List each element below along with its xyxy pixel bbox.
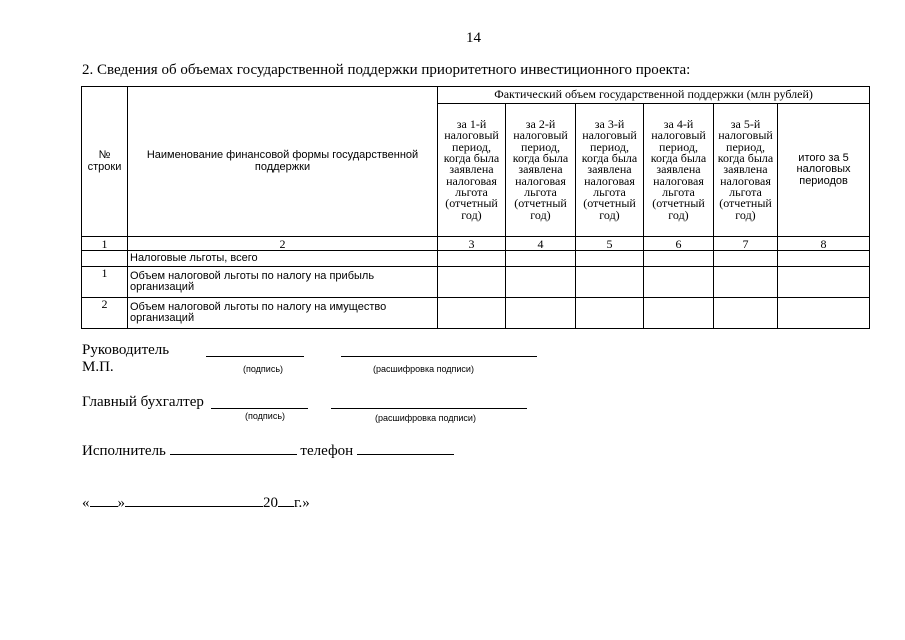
page-number: 14 [466,30,481,46]
value-cell [714,267,778,298]
header-row-number: № строки [82,87,128,237]
header-actual-volume: Фактический объем государственной поддержки (млн рублей) [438,87,870,104]
value-cell [576,298,644,329]
header-period-5: за 5-й налоговый период, когда была заявлена налоговая льгота (отчетный год) [714,104,778,237]
column-number: 8 [778,237,870,251]
column-number: 5 [576,237,644,251]
value-cell [506,298,576,329]
support-volume-table [81,86,870,329]
header-total: итого за 5 налоговых периодов [778,104,870,237]
head-label: Руководитель [82,342,170,358]
value-cell [714,251,778,267]
head-signature-line [206,356,304,357]
accountant-decode-caption: (расшифровка подписи) [375,413,476,423]
value-cell [778,267,870,298]
value-cell [438,267,506,298]
executor-line [82,442,454,460]
row-number-cell: 1 [82,267,128,298]
accountant-decode-line [331,408,527,409]
date-month-line [125,494,263,507]
header-period-2: за 2-й налоговый период, когда была заявлена налоговая льгота (отчетный год) [506,104,576,237]
stamp-label: М.П. [82,359,114,375]
value-cell [506,267,576,298]
value-cell [644,251,714,267]
table-row [82,251,870,267]
head-decode-caption: (расшифровка подписи) [373,364,474,374]
head-decode-line [341,356,537,357]
date-year-line [278,494,294,507]
value-cell [438,298,506,329]
value-cell [576,267,644,298]
executor-label: Исполнитель [82,443,166,459]
value-cell [576,251,644,267]
row-name-cell: Объем налоговой льготы по налогу на прибыль организаций [128,267,438,298]
accountant-signature-line [211,408,308,409]
value-cell [644,298,714,329]
table-row [82,267,870,298]
date-line [82,494,310,512]
value-cell [714,298,778,329]
chief-accountant-label: Главный бухгалтер [82,394,204,410]
column-number: 2 [128,237,438,251]
header-period-1: за 1-й налоговый период, когда была заявлена налоговая льгота (отчетный год) [438,104,506,237]
phone-label: телефон [300,443,354,459]
value-cell [644,267,714,298]
table-row [82,298,870,329]
column-number: 6 [644,237,714,251]
executor-name-line [170,442,297,455]
header-row-1 [82,87,870,104]
row-name-cell: Налоговые льготы, всего [128,251,438,267]
accountant-signature-caption: (подпись) [245,411,286,421]
date-day-line [90,494,118,507]
header-period-3: за 3-й налоговый период, когда была заявлена налоговая льгота (отчетный год) [576,104,644,237]
value-cell [778,298,870,329]
value-cell [438,251,506,267]
year-prefix: 20 [263,495,278,511]
header-period-4: за 4-й налоговый период, когда была заявлена налоговая льгота (отчетный год) [644,104,714,237]
value-cell [506,251,576,267]
column-number: 3 [438,237,506,251]
year-suffix: г.» [294,495,310,511]
date-close-quote: » [117,495,125,511]
section-heading: 2. Сведения об объемах государственной поддержки приоритетного инвестиционного проекта: [82,62,691,78]
phone-line [357,442,454,455]
column-number: 1 [82,237,128,251]
row-name-cell: Объем налоговой льготы по налогу на имущество организаций [128,298,438,329]
column-number: 4 [506,237,576,251]
date-open-quote: « [82,495,90,511]
row-number-cell: 2 [82,298,128,329]
row-number-cell [82,251,128,267]
column-number-row [82,237,870,251]
head-signature-caption: (подпись) [243,364,284,374]
header-form-name: Наименование финансовой формы государственной поддержки [128,87,438,237]
column-number: 7 [714,237,778,251]
value-cell [778,251,870,267]
